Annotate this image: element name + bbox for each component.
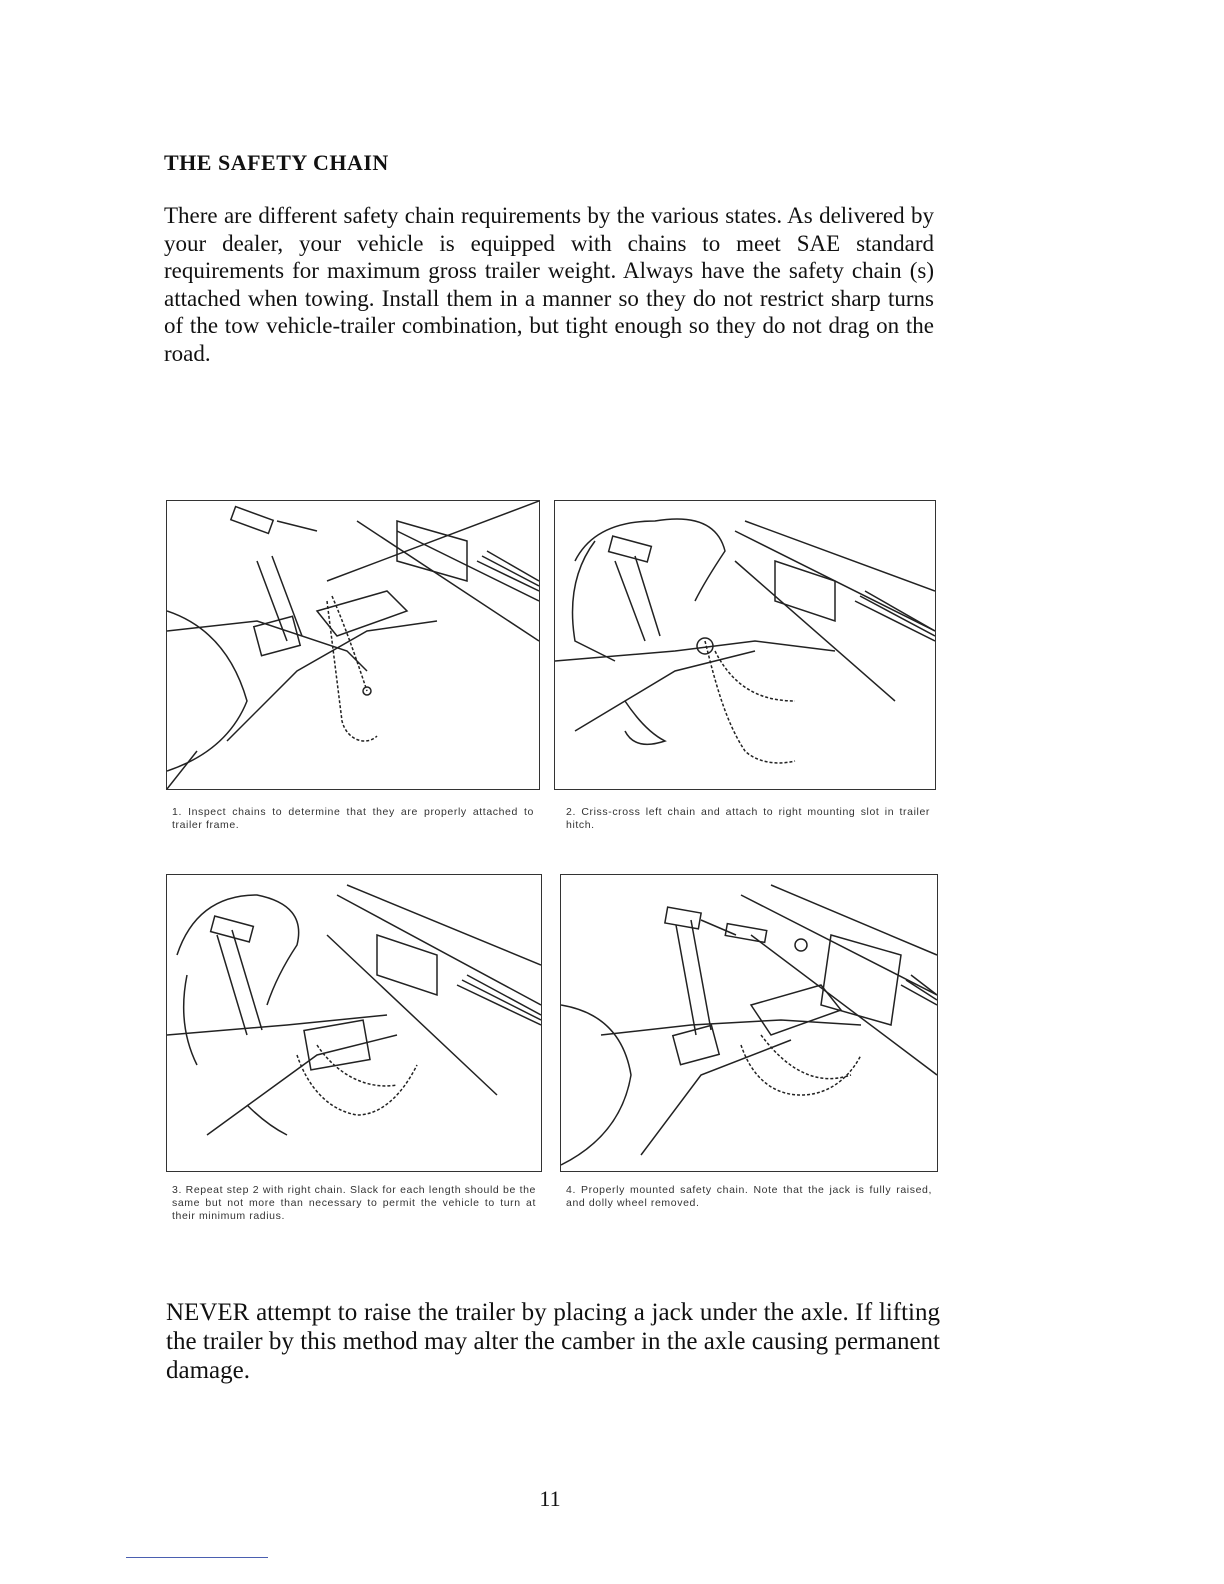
intro-paragraph: There are different safety chain requirements by the various states. As delivered by your dealer, your vehicle is equipped with chains to meet SAE standard requirements for maximum gross trailer weight. Always have the safety chain (s) attached when towing. Install them in a manner so they do not restrict sharp turns of the tow vehicle-trailer combination, but tight enough so they do not drag on the road. <box>164 203 934 366</box>
footer-rule <box>126 1557 268 1558</box>
figure-1-illustration <box>166 500 540 790</box>
figure-3-illustration <box>166 874 542 1172</box>
figure-3-caption: 3. Repeat step 2 with right chain. Slack for each length should be the same but not more than necessary to permit the vehicle to turn at their minimum radius. <box>172 1184 536 1222</box>
figure-1-caption: 1. Inspect chains to determine that they are properly attached to trailer frame. <box>172 806 534 831</box>
figure-2-illustration <box>554 500 936 790</box>
figure-4-illustration <box>560 874 938 1172</box>
warning-paragraph: NEVER attempt to raise the trailer by placing a jack under the axle. If lifting the trailer by this method may alter the camber in the axle causing permanent damage. <box>166 1299 940 1384</box>
figure-4-caption: 4. Properly mounted safety chain. Note that the jack is fully raised, and dolly wheel removed. <box>566 1184 932 1209</box>
page-number: 11 <box>539 1486 561 1511</box>
figure-2-caption: 2. Criss-cross left chain and attach to right mounting slot in trailer hitch. <box>566 806 930 831</box>
section-heading: THE SAFETY CHAIN <box>164 150 389 175</box>
